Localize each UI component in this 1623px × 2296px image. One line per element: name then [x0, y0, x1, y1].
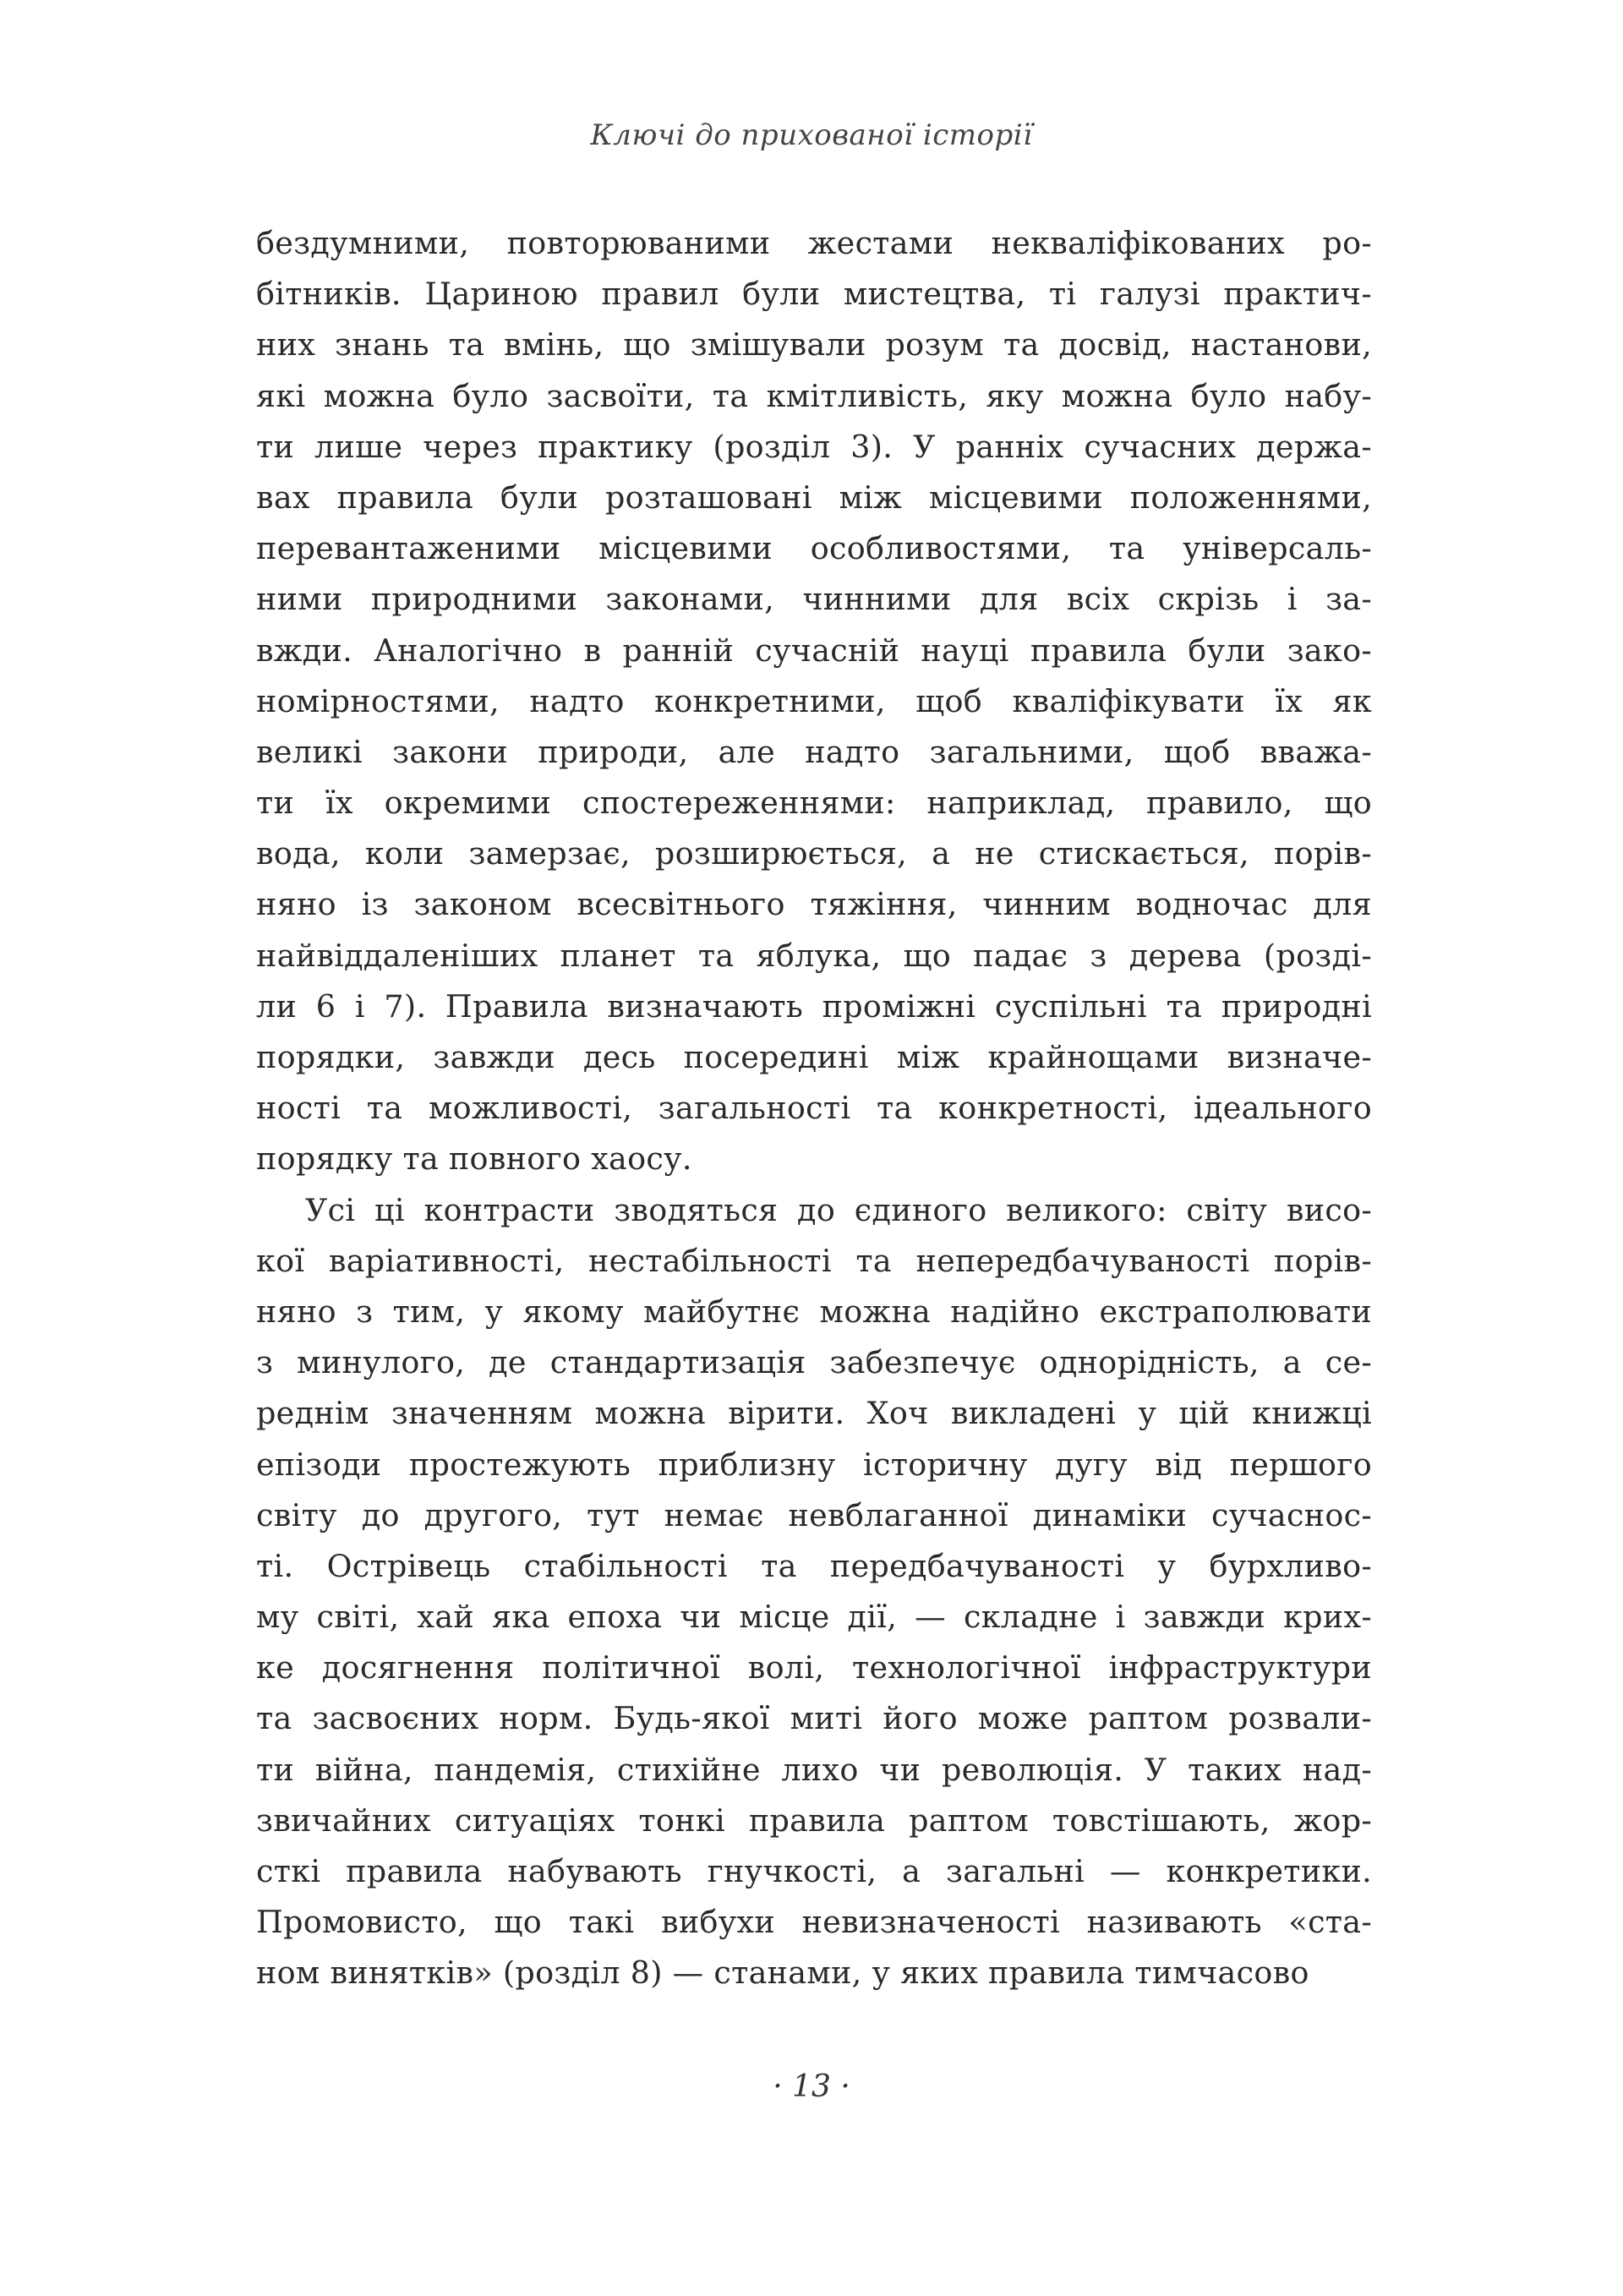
- text-line: світу до другого, тут немає невблаганної динаміки сучаснос-: [256, 1496, 1372, 1533]
- text-line: кої варіативності, нестабільності та непередбачуваності порів-: [256, 1242, 1372, 1279]
- text-line: найвіддаленіших планет та яблука, що падає з дерева (розді-: [256, 937, 1372, 974]
- text-line: порядки, завжди десь посередині між крайнощами визначе-: [256, 1039, 1372, 1075]
- text-line: му світі, хай яка епоха чи місце дії, — складне і завжди крих-: [256, 1599, 1372, 1636]
- text-line: ли 6 і 7). Правила визначають проміжні суспільні та природні: [256, 987, 1372, 1025]
- text-line: та засвоєних норм. Будь-якої миті його може раптом розвали-: [256, 1700, 1372, 1737]
- text-line: вжди. Аналогічно в ранній сучасній науці правила були зако-: [256, 631, 1372, 669]
- text-line: ти лише через практику (розділ 3). У ранніх сучасних держа-: [256, 428, 1372, 465]
- text-line: реднім значенням можна вірити. Хоч викладені у цій книжці: [256, 1395, 1372, 1432]
- text-line: які можна було засвоїти, та кмітливість, яку можна було набу-: [256, 377, 1372, 414]
- text-line: великі закони природи, але надто загальними, щоб вважа-: [256, 733, 1372, 770]
- text-line: епізоди простежують приблизну історичну дугу від першого: [256, 1446, 1372, 1483]
- text-line: бітників. Цариною правил були мистецтва, ті галузі практич-: [256, 276, 1372, 313]
- text-line: няно з тим, у якому майбутнє можна надійно екстраполювати: [256, 1293, 1372, 1330]
- text-line: ності та можливості, загальності та конкретності, ідеального: [256, 1090, 1372, 1127]
- paragraph: [256, 1185, 1372, 1999]
- text-line: ті. Острівець стабільності та передбачуваності у бурхливо-: [256, 1547, 1372, 1584]
- text-line: бездумними, повторюваними жестами некваліфікованих ро-: [256, 225, 1372, 261]
- text-line: ними природними законами, чинними для всіх скрізь і за-: [256, 581, 1372, 618]
- text-line: няно із законом всесвітнього тяжіння, чинним водночас для: [256, 886, 1372, 923]
- page-number: · 13 ·: [773, 2069, 850, 2104]
- running-header: Ключі до прихованої історії: [590, 118, 1033, 152]
- text-line: з минулого, де стандартизація забезпечує однорідність, а се-: [256, 1344, 1372, 1381]
- text-line: Усі ці контрасти зводяться до єдиного великого: світу висо-: [305, 1191, 1372, 1228]
- body-text: [256, 218, 1372, 1999]
- text-line: звичайних ситуаціях тонкі правила раптом товстішають, жор-: [256, 1801, 1372, 1839]
- text-line: Промовисто, що такі вибухи невизначеності називають «ста-: [256, 1904, 1372, 1941]
- text-line: вах правила були розташовані між місцевими положеннями,: [256, 478, 1372, 516]
- text-line: порядку та повного хаосу.: [256, 1140, 692, 1178]
- text-line: ти війна, пандемія, стихійне лихо чи революція. У таких над-: [256, 1751, 1372, 1788]
- text-line: вода, коли замерзає, розширюється, а не стискається, порів-: [256, 835, 1372, 872]
- text-line: ке досягнення політичної волі, технологічної інфраструктури: [256, 1649, 1372, 1686]
- text-line: номірностями, надто конкретними, щоб кваліфікувати їх як: [256, 682, 1372, 719]
- text-line: перевантаженими місцевими особливостями, та універсаль-: [256, 530, 1372, 567]
- text-line: ти їх окремими спостереженнями: наприклад, правило, що: [256, 784, 1372, 822]
- paragraph: [256, 218, 1372, 1185]
- text-line: сткі правила набувають гнучкості, а загальні — конкретики.: [256, 1853, 1372, 1889]
- text-line: ном винятків» (розділ 8) — станами, у яких правила тимчасово: [256, 1954, 1309, 1992]
- text-line: них знань та вмінь, що змішували розум та досвід, настанови,: [256, 326, 1372, 364]
